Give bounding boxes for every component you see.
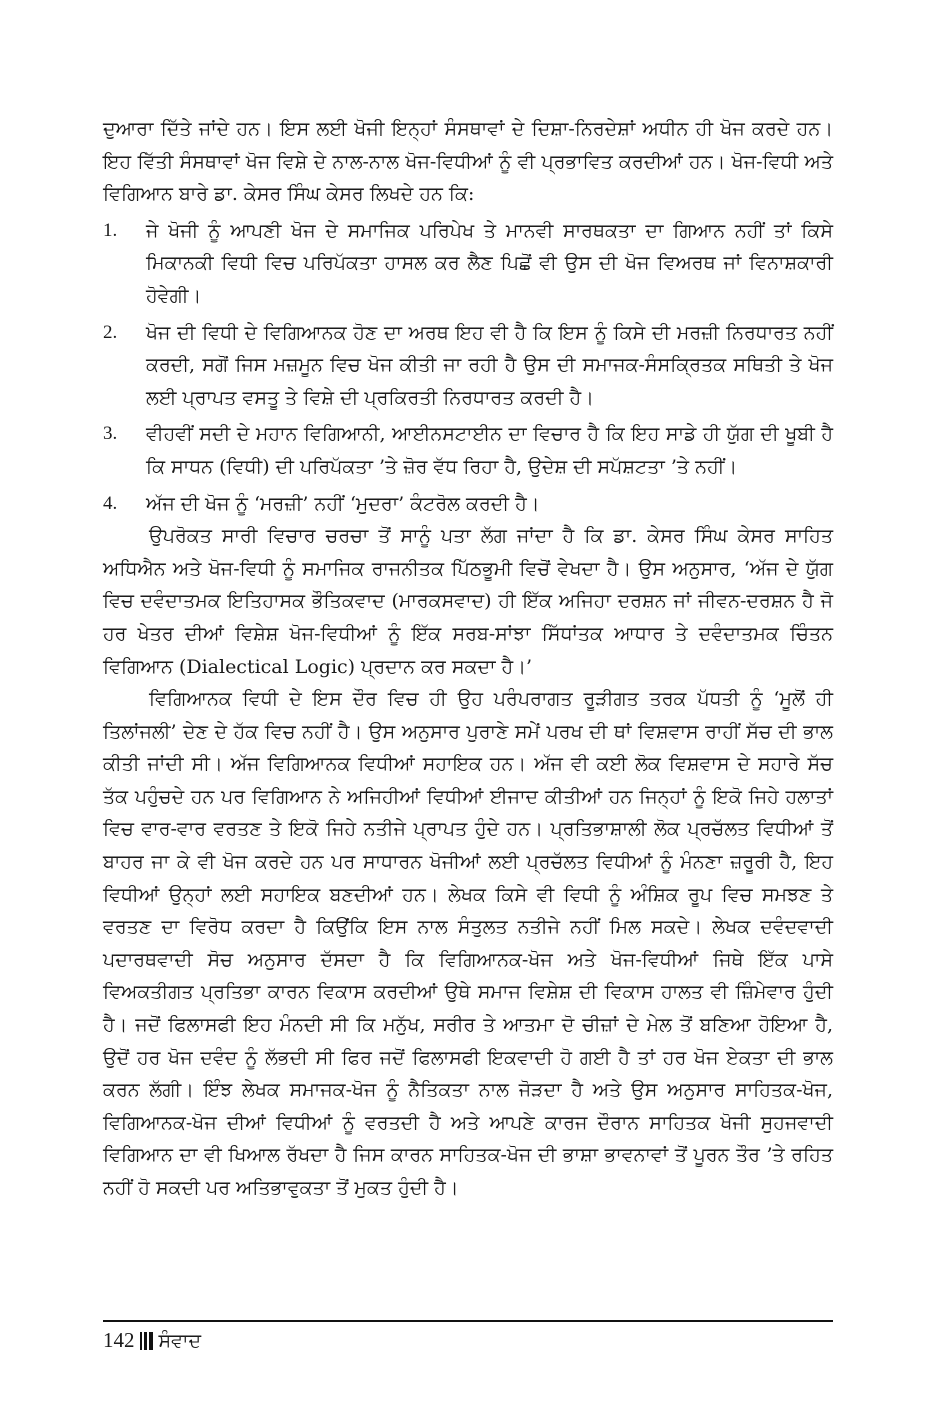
paragraph-intro: ਦੁਆਰਾ ਦਿੱਤੇ ਜਾਂਦੇ ਹਨ। ਇਸ ਲਈ ਖੋਜੀ ਇਨ੍ਹਾਂ ਸੰਸਥਾਵਾਂ ਦੇ ਦਿਸ਼ਾ-ਨਿਰਦੇਸ਼ਾਂ ਅਧੀਨ ਹੀ ਖੋਜ ਕਰਦੇ ਹਨ। ਇਹ ਵਿੱਤੀ ਸੰਸਥਾਵਾਂ ਖੋਜ ਵਿਸ਼ੇ ਦੇ ਨਾਲ-ਨਾਲ ਖੋਜ-ਵਿਧੀਆਂ ਨੂੰ ਵੀ ਪ੍ਰਭਾਵਿਤ ਕਰਦੀਆਂ ਹਨ। ਖੋਜ-ਵਿਧੀ ਅਤੇ ਵਿਗਿਆਨ ਬਾਰੇ ਡਾ. ਕੇਸਰ ਸਿੰਘ ਕੇਸਰ ਲਿਖਦੇ ਹਨ ਕਿ: bbox=[103, 118, 833, 206]
list-item-text: ਖੋਜ ਦੀ ਵਿਧੀ ਦੇ ਵਿਗਿਆਨਕ ਹੋਣ ਦਾ ਅਰਥ ਇਹ ਵੀ ਹੈ ਕਿ ਇਸ ਨੂੰ ਕਿਸੇ ਦੀ ਮਰਜ਼ੀ ਨਿਰਧਾਰਤ ਨਹੀਂ ਕਰਦੀ, ਸਗੋਂ ਜਿਸ ਮਜ਼ਮੂਨ ਵਿਚ ਖੋਜ ਕੀਤੀ ਜਾ ਰਹੀ ਹੈ ਉਸ ਦੀ ਸਮਾਜਕ-ਸੰਸਕ੍ਰਿਤਕ ਸਥਿਤੀ ਤੇ ਖੋਜ ਲਈ ਪ੍ਰਾਪਤ ਵਸਤੂ ਤੇ ਵਿਸ਼ੇ ਦੀ ਪ੍ਰਕਿਰਤੀ ਨਿਰਧਾਰਤ ਕਰਦੀ ਹੈ। bbox=[146, 321, 833, 409]
list-item-text: ਜੇ ਖੋਜੀ ਨੂੰ ਆਪਣੀ ਖੋਜ ਦੇ ਸਮਾਜਿਕ ਪਰਿਪੇਖ ਤੇ ਮਾਨਵੀ ਸਾਰਥਕਤਾ ਦਾ ਗਿਆਨ ਨਹੀਂ ਤਾਂ ਕਿਸੇ ਮਿਕਾਨਕੀ ਵਿਧੀ ਵਿਚ ਪਰਿਪੱਕਤਾ ਹਾਸਲ ਕਰ ਲੈਣ ਪਿਛੋਂ ਵੀ ਉਸ ਦੀ ਖੋਜ ਵਿਅਰਥ ਜਾਂ ਵਿਨਾਸ਼ਕਾਰੀ ਹੋਵੇਗੀ। bbox=[146, 219, 833, 307]
page-body bbox=[103, 113, 833, 1205]
running-title: ਸੰਵਾਦ bbox=[158, 1329, 202, 1352]
page-number: 142 bbox=[103, 1328, 135, 1352]
list-item bbox=[103, 317, 833, 415]
list-item-number: 2. bbox=[103, 321, 118, 343]
paragraph-final: ਵਿਗਿਆਨਕ ਵਿਧੀ ਦੇ ਇਸ ਦੌਰ ਵਿਚ ਹੀ ਉਹ ਪਰੰਪਰਾਗਤ ਰੂੜੀਗਤ ਤਰਕ ਪੱਧਤੀ ਨੂੰ ‘ਮੂਲੋਂ ਹੀ ਤਿਲਾਂਜਲੀ’ ਦੇਣ ਦੇ ਹੱਕ ਵਿਚ ਨਹੀਂ ਹੈ। ਉਸ ਅਨੁਸਾਰ ਪੁਰਾਣੇ ਸਮੇਂ ਪਰਖ ਦੀ ਥਾਂ ਵਿਸ਼ਵਾਸ ਰਾਹੀਂ ਸੱਚ ਦੀ ਭਾਲ ਕੀਤੀ ਜਾਂਦੀ ਸੀ। ਅੱਜ ਵਿਗਿਆਨਕ ਵਿਧੀਆਂ ਸਹਾਇਕ ਹਨ। ਅੱਜ ਵੀ ਕਈ ਲੋਕ ਵਿਸ਼ਵਾਸ ਦੇ ਸਹਾਰੇ ਸੱਚ ਤੱਕ ਪਹੁੰਚਦੇ ਹਨ ਪਰ ਵਿਗਿਆਨ ਨੇ ਅਜਿਹੀਆਂ ਵਿਧੀਆਂ ਈਜਾਦ ਕੀਤੀਆਂ ਹਨ ਜਿਨ੍ਹਾਂ ਨੂੰ ਇਕੋ ਜਿਹੇ ਹਲਾਤਾਂ ਵਿਚ ਵਾਰ-ਵਾਰ ਵਰਤਣ ਤੇ ਇਕੋ ਜਿਹੇ ਨਤੀਜੇ ਪ੍ਰਾਪਤ ਹੁੰਦੇ ਹਨ। ਪ੍ਰਤਿਭਾਸ਼ਾਲੀ ਲੋਕ ਪ੍ਰਚੱਲਤ ਵਿਧੀਆਂ ਤੋਂ ਬਾਹਰ ਜਾ ਕੇ ਵੀ ਖੋਜ ਕਰਦੇ ਹਨ ਪਰ ਸਾਧਾਰਨ ਖੋਜੀਆਂ ਲਈ ਪ੍ਰਚੱਲਤ ਵਿਧੀਆਂ ਨੂੰ ਮੰਨਣਾ ਜ਼ਰੂਰੀ ਹੈ, ਇਹ ਵਿਧੀਆਂ ਉਨ੍ਹਾਂ ਲਈ ਸਹਾਇਕ ਬਣਦੀਆਂ ਹਨ। ਲੇਖਕ ਕਿਸੇ ਵੀ ਵਿਧੀ ਨੂੰ ਅੰਸ਼ਿਕ ਰੂਪ ਵਿਚ ਸਮਝਣ ਤੇ ਵਰਤਣ ਦਾ ਵਿਰੋਧ ਕਰਦਾ ਹੈ ਕਿਉਂਕਿ ਇਸ ਨਾਲ ਸੰਤੁਲਤ ਨਤੀਜੇ ਨਹੀਂ ਮਿਲ ਸਕਦੇ। ਲੇਖਕ ਦਵੰਦਵਾਦੀ ਪਦਾਰਥਵਾਦੀ ਸੋਚ ਅਨੁਸਾਰ ਦੱਸਦਾ ਹੈ ਕਿ ਵਿਗਿਆਨਕ-ਖੋਜ ਅਤੇ ਖੋਜ-ਵਿਧੀਆਂ ਜਿਥੇ ਇੱਕ ਪਾਸੇ ਵਿਅਕਤੀਗਤ ਪ੍ਰਤਿਭਾ ਕਾਰਨ ਵਿਕਾਸ ਕਰਦੀਆਂ ਉਥੇ ਸਮਾਜ ਵਿਸ਼ੇਸ਼ ਦੀ ਵਿਕਾਸ ਹਾਲਤ ਵੀ ਜ਼ਿੰਮੇਵਾਰ ਹੁੰਦੀ ਹੈ। ਜਦੋਂ ਫਿਲਾਸਫੀ ਇਹ ਮੰਨਦੀ ਸੀ ਕਿ ਮਨੁੱਖ, ਸਰੀਰ ਤੇ ਆਤਮਾ ਦੋ ਚੀਜ਼ਾਂ ਦੇ ਮੇਲ ਤੋਂ ਬਣਿਆ ਹੋਇਆ ਹੈ, ਉਦੋਂ ਹਰ ਖੋਜ ਦਵੰਦ ਨੂੰ ਲੱਭਦੀ ਸੀ ਫਿਰ ਜਦੋਂ ਫਿਲਾਸਫੀ ਇਕਵਾਦੀ ਹੋ ਗਈ ਹੈ ਤਾਂ ਹਰ ਖੋਜ ਏਕਤਾ ਦੀ ਭਾਲ ਕਰਨ ਲੱਗੀ। ਇੰਝ ਲੇਖਕ ਸਮਾਜਕ-ਖੋਜ ਨੂੰ ਨੈਤਿਕਤਾ ਨਾਲ ਜੋੜਦਾ ਹੈ ਅਤੇ ਉਸ ਅਨੁਸਾਰ ਸਾਹਿਤਕ-ਖੋਜ, ਵਿਗਿਆਨਕ-ਖੋਜ ਦੀਆਂ ਵਿਧੀਆਂ ਨੂੰ ਵਰਤਦੀ ਹੈ ਅਤੇ ਆਪਣੇ ਕਾਰਜ ਦੌਰਾਨ ਸਾਹਿਤਕ ਖੋਜੀ ਸੁਹਜਵਾਦੀ ਵਿਗਿਆਨ ਦਾ ਵੀ ਖਿਆਲ ਰੱਖਦਾ ਹੈ ਜਿਸ ਕਾਰਨ ਸਾਹਿਤਕ-ਖੋਜ ਦੀ ਭਾਸ਼ਾ ਭਾਵਨਾਵਾਂ ਤੋਂ ਪੂਰਨ ਤੌਰ ’ਤੇ ਰਹਿਤ ਨਹੀਂ ਹੋ ਸਕਦੀ ਪਰ ਅਤਿਭਾਵੁਕਤਾ ਤੋਂ ਮੁਕਤ ਹੁੰਦੀ ਹੈ। bbox=[103, 688, 833, 1199]
list-item-text: ਵੀਹਵੀਂ ਸਦੀ ਦੇ ਮਹਾਨ ਵਿਗਿਆਨੀ, ਆਈਨਸਟਾਈਨ ਦਾ ਵਿਚਾਰ ਹੈ ਕਿ ਇਹ ਸਾਡੇ ਹੀ ਯੁੱਗ ਦੀ ਖੂਬੀ ਹੈ ਕਿ ਸਾਧਨ (ਵਿਧੀ) ਦੀ ਪਰਿਪੱਕਤਾ ’ਤੇ ਜ਼ੋਰ ਵੱਧ ਰਿਹਾ ਹੈ, ਉਦੇਸ਼ ਦੀ ਸਪੱਸ਼ਟਤਾ ’ਤੇ ਨਹੀਂ। bbox=[146, 423, 833, 478]
numbered-list bbox=[103, 215, 833, 520]
footer-bars-icon bbox=[140, 1332, 153, 1350]
paragraph-after-list: ਉਪਰੋਕਤ ਸਾਰੀ ਵਿਚਾਰ ਚਰਚਾ ਤੋਂ ਸਾਨੂੰ ਪਤਾ ਲੱਗ ਜਾਂਦਾ ਹੈ ਕਿ ਡਾ. ਕੇਸਰ ਸਿੰਘ ਕੇਸਰ ਸਾਹਿਤ ਅਧਿਐਨ ਅਤੇ ਖੋਜ-ਵਿਧੀ ਨੂੰ ਸਮਾਜਿਕ ਰਾਜਨੀਤਕ ਪਿੱਠਭੂਮੀ ਵਿਚੋਂ ਵੇਖਦਾ ਹੈ। ਉਸ ਅਨੁਸਾਰ, ‘ਅੱਜ ਦੇ ਯੁੱਗ ਵਿਚ ਦਵੰਦਾਤਮਕ ਇਤਿਹਾਸਕ ਭੌਤਿਕਵਾਦ (ਮਾਰਕਸਵਾਦ) ਹੀ ਇੱਕ ਅਜਿਹਾ ਦਰਸ਼ਨ ਜਾਂ ਜੀਵਨ-ਦਰਸ਼ਨ ਹੈ ਜੋ ਹਰ ਖੇਤਰ ਦੀਆਂ ਵਿਸ਼ੇਸ਼ ਖੋਜ-ਵਿਧੀਆਂ ਨੂੰ ਇੱਕ ਸਰਬ-ਸਾਂਝਾ ਸਿੱਧਾਂਤਕ ਆਧਾਰ ਤੇ ਦਵੰਦਾਤਮਕ ਚਿੰਤਨ ਵਿਗਿਆਨ (Dialectical Logic) ਪ੍ਰਦਾਨ ਕਰ ਸਕਦਾ ਹੈ।’ bbox=[103, 525, 833, 678]
list-item-number: 1. bbox=[103, 219, 118, 241]
list-item-number: 3. bbox=[103, 423, 118, 445]
list-item bbox=[103, 418, 833, 483]
list-item-number: 4. bbox=[103, 492, 118, 514]
list-item bbox=[103, 488, 833, 521]
list-item-text: ਅੱਜ ਦੀ ਖੋਜ ਨੂੰ ‘ਮਰਜ਼ੀ’ ਨਹੀਂ ‘ਮੁਦਰਾ’ ਕੰਟਰੋਲ ਕਰਦੀ ਹੈ। bbox=[146, 492, 540, 515]
page-footer bbox=[103, 1320, 833, 1353]
list-item bbox=[103, 215, 833, 313]
